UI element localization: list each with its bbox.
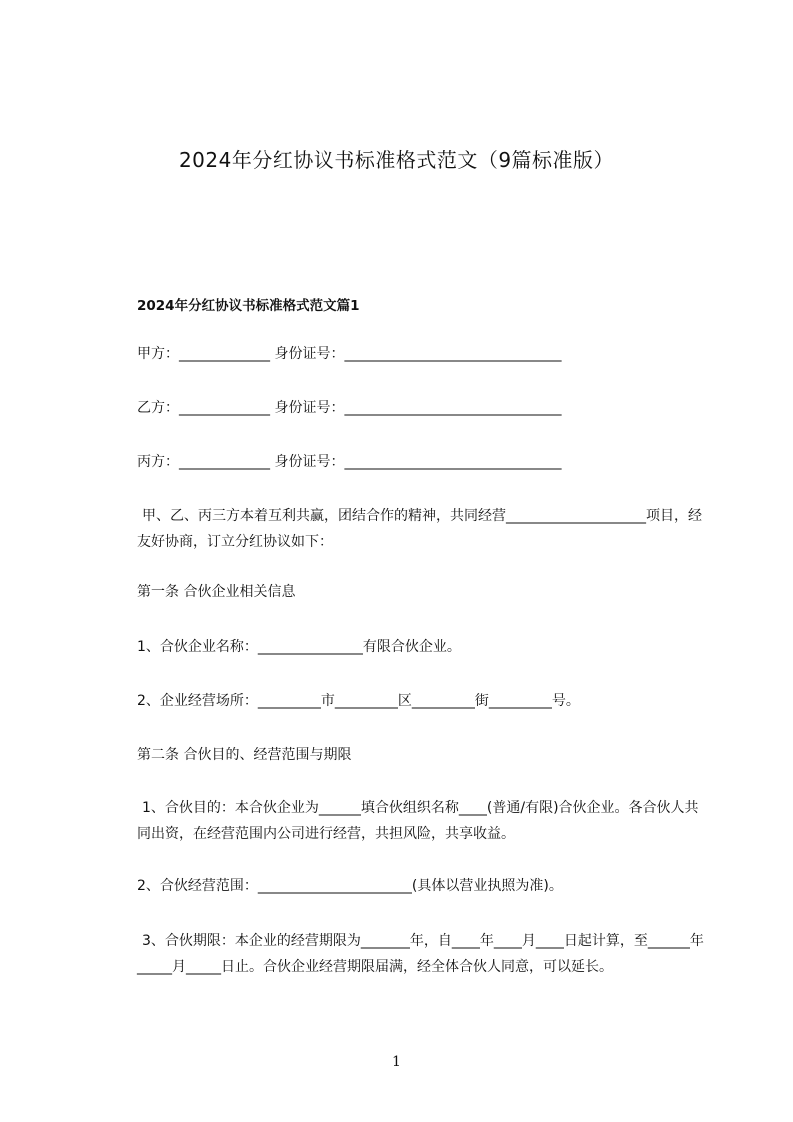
party-c-line: 丙方：_____________ 身份证号：_______________________________ — [137, 454, 562, 470]
article-1-item-2: 2、企业经营场所：_________市_________区_________街_________号。 — [137, 693, 580, 709]
intro-paragraph: 甲、乙、丙三方本着互利共赢，团结合作的精神，共同经营____________________项目，经友好协商，订立分红协议如下： — [137, 508, 702, 550]
article-2-title: 第二条 合伙目的、经营范围与期限 — [137, 747, 352, 763]
section-title: 2024年分红协议书标准格式范文篇1 — [137, 298, 360, 314]
party-b-line: 乙方：_____________ 身份证号：_______________________________ — [137, 400, 562, 416]
article-2-item-3: 3、合伙期限：本企业的经营期限为_______年，自____年____月____日起计算，至______年_____月_____日止。合伙企业经营期限届满，经全体合伙人同意，可以延长。 — [137, 933, 704, 975]
article-2-item-2: 2、合伙经营范围：______________________(具体以营业执照为准)。 — [137, 878, 563, 894]
document-title: 2024年分红协议书标准格式范文（9篇标准版） — [178, 148, 615, 172]
party-a-line: 甲方：_____________ 身份证号：_______________________________ — [137, 346, 562, 362]
article-2-item-1: 1、合伙目的：本合伙企业为______填合伙组织名称____(普通/有限)合伙企业。各合伙人共同出资，在经营范围内公司进行经营，共担风险，共享收益。 — [137, 800, 699, 842]
article-1-title: 第一条 合伙企业相关信息 — [137, 584, 296, 600]
article-1-item-1: 1、合伙企业名称：_______________有限合伙企业。 — [137, 639, 461, 655]
page-number: 1 — [392, 1054, 401, 1070]
